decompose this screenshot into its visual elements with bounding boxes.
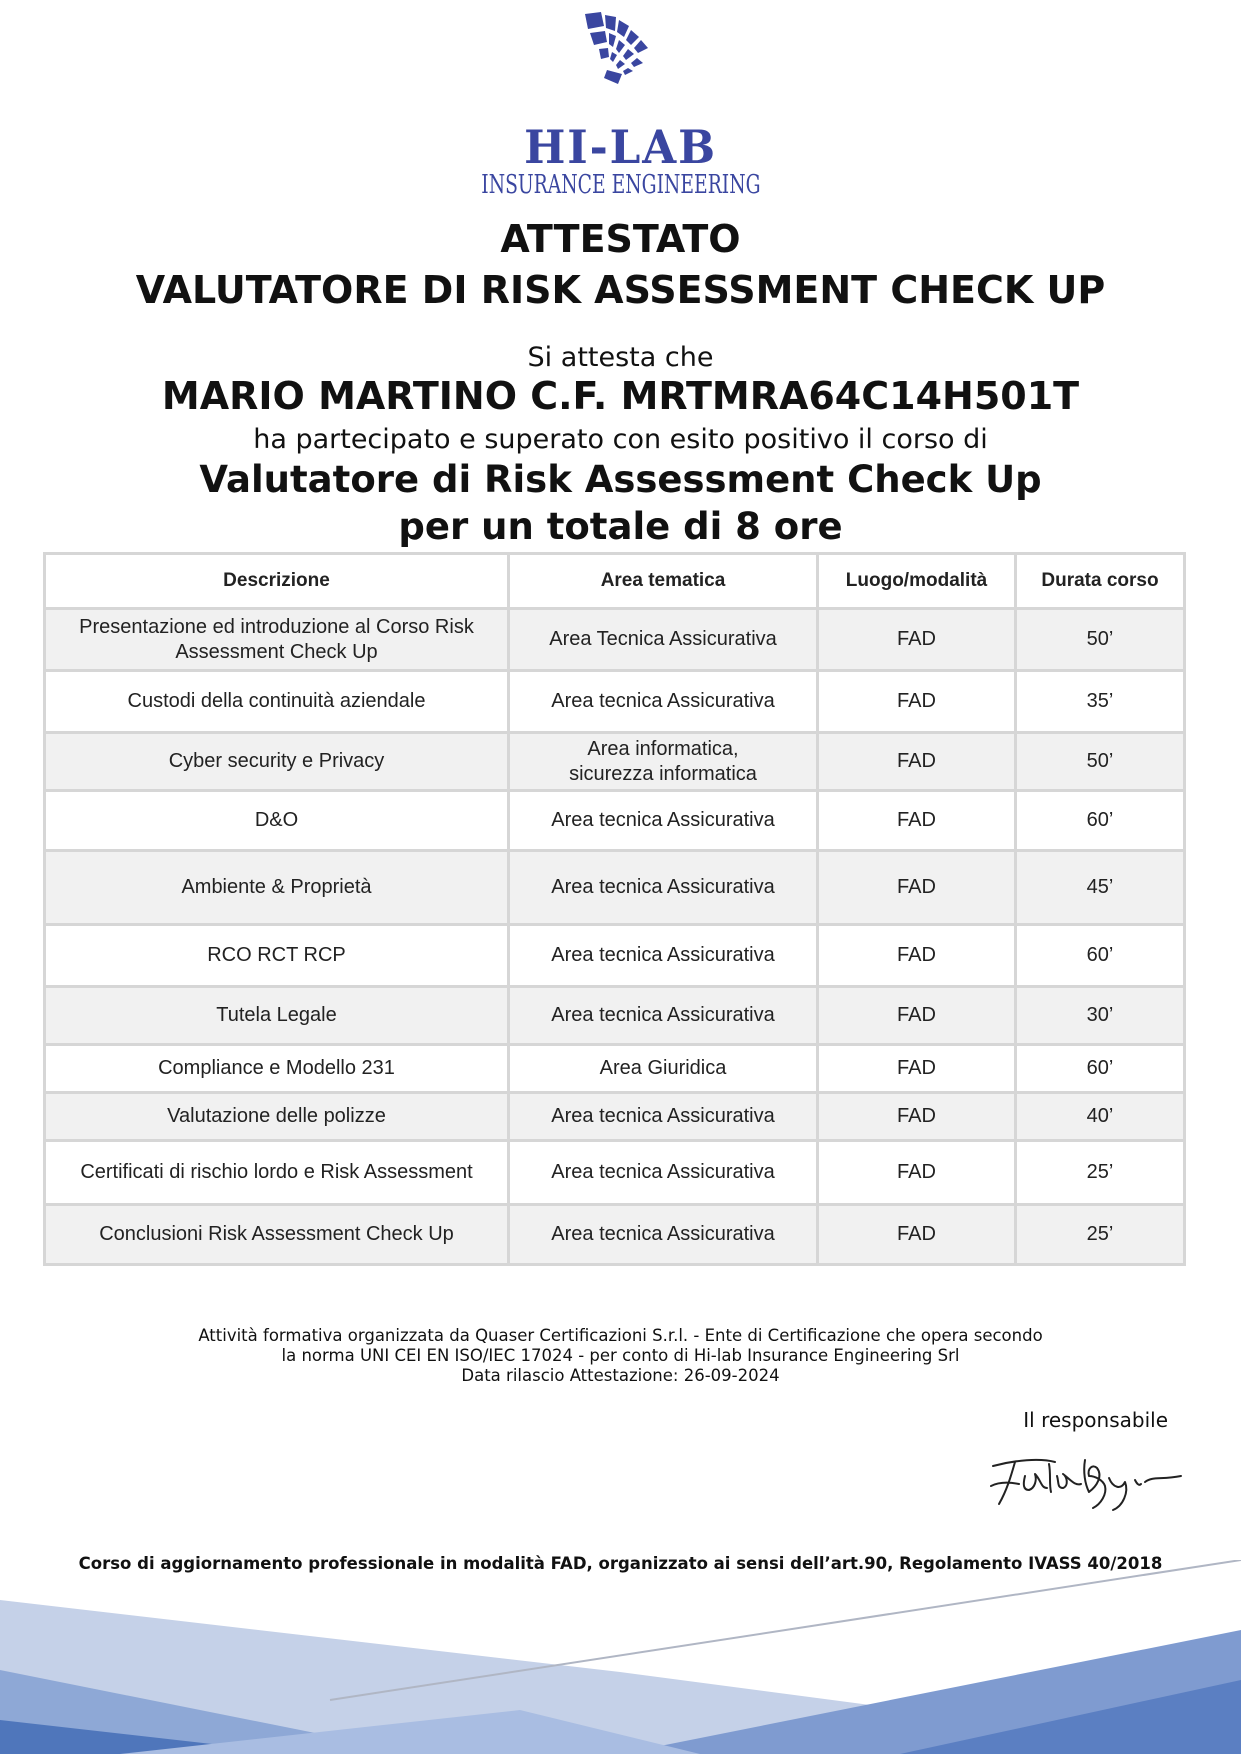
column-header-durata-corso: Durata corso [1016, 554, 1185, 609]
cell-area: Area tecnica Assicurativa [509, 1141, 818, 1205]
regulatory-note: Corso di aggiornamento professionale in modalità FAD, organizzato ai sensi dell’art.90, Regolamento IVASS 40/2018 [78, 1554, 1163, 1573]
certificate-subtitle: VALUTATORE DI RISK ASSESSMENT CHECK UP [135, 268, 1106, 312]
cell-modalita: FAD [818, 791, 1016, 851]
cell-descrizione: Cyber security e Privacy [45, 733, 509, 791]
cell-descrizione: Custodi della continuità aziendale [45, 671, 509, 733]
table-row [45, 1205, 1185, 1265]
table-row [45, 925, 1185, 987]
total-hours: per un totale di 8 ore [398, 505, 843, 548]
cell-modalita: FAD [818, 671, 1016, 733]
organizer-line-1: Attività formativa organizzata da Quaser Certificazioni S.r.l. - Ente di Certificazione che opera secondo [198, 1326, 1043, 1345]
participation-text: ha partecipato e superato con esito positivo il corso di [253, 424, 988, 455]
cell-area: Area tecnica Assicurativa [509, 1205, 818, 1265]
table-row [45, 609, 1185, 671]
cell-modalita: FAD [818, 925, 1016, 987]
cell-durata: 30’ [1016, 987, 1185, 1045]
cell-durata: 60’ [1016, 1045, 1185, 1093]
cell-modalita: FAD [818, 1205, 1016, 1265]
cell-descrizione: Tutela Legale [45, 987, 509, 1045]
table-row [45, 1045, 1185, 1093]
cell-descrizione: Certificati di rischio lordo e Risk Assessment [45, 1141, 509, 1205]
cell-descrizione: RCO RCT RCP [45, 925, 509, 987]
decorative-waves [0, 1560, 1241, 1754]
cell-area: Area tecnica Assicurativa [509, 791, 818, 851]
recipient-name: MARIO MARTINO C.F. MRTMRA64C14H501T [161, 374, 1080, 418]
release-date: Data rilascio Attestazione: 26-09-2024 [461, 1366, 780, 1385]
table-row [45, 791, 1185, 851]
cell-durata: 60’ [1016, 791, 1185, 851]
signature-image [985, 1446, 1190, 1514]
cell-durata: 25’ [1016, 1205, 1185, 1265]
cell-descrizione: Conclusioni Risk Assessment Check Up [45, 1205, 509, 1265]
cell-durata: 45’ [1016, 851, 1185, 925]
table-row [45, 987, 1185, 1045]
brand-name: HI-LAB [524, 120, 717, 174]
course-name: Valutatore di Risk Assessment Check Up [199, 458, 1042, 501]
column-header-descrizione: Descrizione [45, 554, 509, 609]
cell-descrizione: Ambiente & Proprietà [45, 851, 509, 925]
cell-descrizione: Valutazione delle polizze [45, 1093, 509, 1141]
cell-durata: 50’ [1016, 609, 1185, 671]
cell-durata: 50’ [1016, 733, 1185, 791]
cell-area: Area informatica, sicurezza informatica [509, 733, 818, 791]
cell-durata: 35’ [1016, 671, 1185, 733]
cell-descrizione: Compliance e Modello 231 [45, 1045, 509, 1093]
table-row [45, 671, 1185, 733]
table-row [45, 1141, 1185, 1205]
organizer-line-2: la norma UNI CEI EN ISO/IEC 17024 - per conto di Hi-lab Insurance Engineering Srl [281, 1346, 960, 1365]
column-header-area-tematica: Area tematica [509, 554, 818, 609]
cell-area: Area tecnica Assicurativa [509, 851, 818, 925]
cell-durata: 60’ [1016, 925, 1185, 987]
cell-area: Area tecnica Assicurativa [509, 671, 818, 733]
organizer-note [0, 1326, 1241, 1386]
cell-modalita: FAD [818, 1141, 1016, 1205]
table-row [45, 851, 1185, 925]
cell-area: Area tecnica Assicurativa [509, 925, 818, 987]
cell-durata: 40’ [1016, 1093, 1185, 1141]
cell-modalita: FAD [818, 987, 1016, 1045]
intro-text: Si attesta che [527, 342, 714, 373]
table-row [45, 733, 1185, 791]
course-modules-table [43, 552, 1186, 1266]
cell-area: Area tecnica Assicurativa [509, 987, 818, 1045]
cell-area: Area Tecnica Assicurativa [509, 609, 818, 671]
table-row [45, 1093, 1185, 1141]
cell-durata: 25’ [1016, 1141, 1185, 1205]
responsible-label: Il responsabile [1023, 1408, 1168, 1432]
cell-modalita: FAD [818, 609, 1016, 671]
column-header-luogo-modalita: Luogo/modalità [818, 554, 1016, 609]
certificate-title: ATTESTATO [500, 217, 741, 261]
cell-descrizione: D&O [45, 791, 509, 851]
cell-modalita: FAD [818, 733, 1016, 791]
cell-modalita: FAD [818, 1093, 1016, 1141]
cell-area: Area Giuridica [509, 1045, 818, 1093]
table-header-row [45, 554, 1185, 609]
cell-modalita: FAD [818, 1045, 1016, 1093]
cell-area: Area tecnica Assicurativa [509, 1093, 818, 1141]
cell-modalita: FAD [818, 851, 1016, 925]
hi-lab-logo-icon [582, 12, 654, 94]
cell-descrizione: Presentazione ed introduzione al Corso Risk Assessment Check Up [45, 609, 509, 671]
brand-tagline: INSURANCE ENGINEERING [480, 170, 761, 200]
